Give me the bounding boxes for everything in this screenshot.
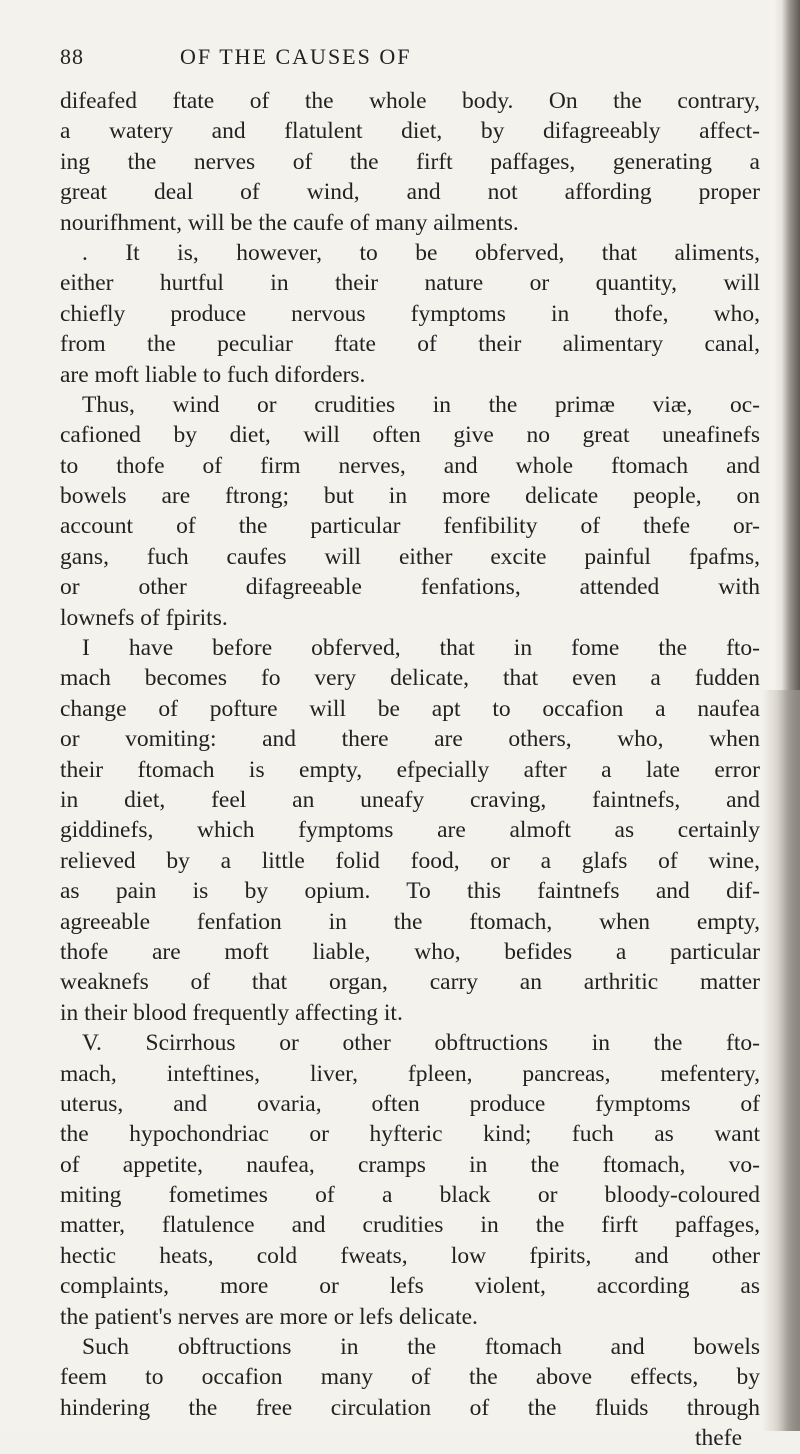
- text-line: relieved by a little folid food, or a glafs of wine,: [60, 847, 760, 874]
- text-line: uterus, and ovaria, often produce fymptoms of: [60, 1090, 760, 1117]
- text-line: hectic heats, cold fweats, low fpirits, and other: [60, 1242, 760, 1269]
- text-line: chiefly produce nervous fymptoms in thofe, who,: [60, 300, 760, 327]
- text-line: their ftomach is empty, efpecially after a late error: [60, 756, 760, 783]
- text-line: change of pofture will be apt to occafion a naufea: [60, 695, 760, 722]
- running-head: OF THE CAUSES OF: [180, 44, 412, 69]
- text-line: from the peculiar ftate of their alimentary canal,: [60, 331, 760, 358]
- body-text: [60, 86, 760, 1454]
- text-line: of appetite, naufea, cramps in the ftomach, vo-: [60, 1151, 760, 1178]
- text-line: ing the nerves of the firft paffages, generating a: [60, 148, 760, 175]
- text-line: cafioned by diet, will often give no great uneafinefs: [60, 422, 760, 449]
- text-line: mach, inteftines, liver, fpleen, pancreas, mefentery,: [60, 1060, 760, 1087]
- text-line: to thofe of firm nerves, and whole ftomach and: [60, 452, 760, 479]
- text-line: . It is, however, to be obferved, that aliments,: [82, 239, 760, 266]
- text-line: or vomiting: and there are others, who, when: [60, 726, 760, 753]
- text-line: nourifhment, will be the caufe of many ailments.: [60, 209, 519, 236]
- text-line: as pain is by opium. To this faintnefs and dif-: [60, 878, 760, 905]
- text-line: great deal of wind, and not affording proper: [60, 179, 760, 206]
- text-line: mach becomes fo very delicate, that even a fudden: [60, 665, 760, 692]
- text-line: bowels are ftrong; but in more delicate people, on: [60, 483, 760, 510]
- text-line: matter, flatulence and crudities in the firft paffages,: [60, 1212, 760, 1239]
- text-line: Thus, wind or crudities in the primæ viæ, oc-: [82, 391, 760, 418]
- text-line: account of the particular fenfibility of thefe or-: [60, 513, 760, 540]
- text-line: the patient's nerves are more or lefs delicate.: [60, 1303, 478, 1330]
- text-line: hindering the free circulation of the fluids through: [60, 1394, 760, 1421]
- text-line: thefe: [695, 1425, 742, 1452]
- text-line: either hurtful in their nature or quantity, will: [60, 270, 760, 297]
- text-line: giddinefs, which fymptoms are almoft as certainly: [60, 817, 760, 844]
- text-line: difeafed ftate of the whole body. On the contrary,: [60, 88, 760, 114]
- text-line: I have before obferved, that in fome the fto-: [82, 635, 760, 662]
- text-line: weaknefs of that organ, carry an arthritic matter: [60, 969, 760, 996]
- text-line: agreeable fenfation in the ftomach, when empty,: [60, 908, 760, 935]
- text-line: in their blood frequently affecting it.: [60, 999, 403, 1026]
- text-line: feem to occafion many of the above effects, by: [60, 1364, 760, 1391]
- page-header: [60, 44, 760, 76]
- text-line: thofe are moft liable, who, befides a particular: [60, 938, 760, 965]
- text-line: gans, fuch caufes will either excite painful fpafms,: [60, 543, 760, 570]
- text-line: complaints, more or lefs violent, according as: [60, 1273, 760, 1300]
- text-line: are moft liable to fuch diforders.: [60, 361, 366, 388]
- page-edge-shadow-lower: [762, 690, 800, 1431]
- text-line: V. Scirrhous or other obftructions in the fto-: [82, 1030, 760, 1057]
- text-line: Such obftructions in the ftomach and bowels: [82, 1334, 760, 1361]
- text-line: in diet, feel an uneafy craving, faintnefs, and: [60, 786, 760, 813]
- page-number: 88: [60, 44, 84, 69]
- text-line: lownefs of fpirits.: [60, 604, 228, 631]
- text-line: miting fometimes of a black or bloody-coloured: [60, 1182, 760, 1209]
- text-line: or other difagreeable fenfations, attended with: [60, 574, 760, 601]
- text-line: a watery and flatulent diet, by difagreeably affect-: [60, 118, 760, 145]
- text-line: the hypochondriac or hyfteric kind; fuch as want: [60, 1121, 760, 1148]
